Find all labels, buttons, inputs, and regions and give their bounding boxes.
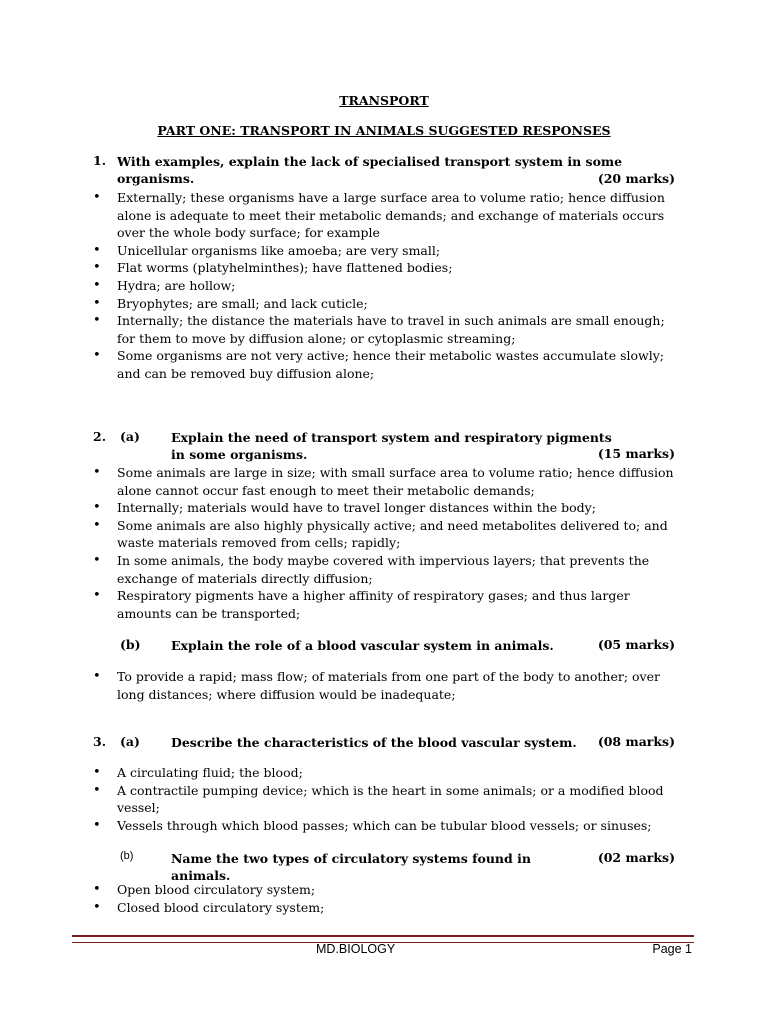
q3b-question: Name the two types of circulatory systems found in animals. [171,851,531,883]
list-item: • Hydra; are hollow; [93,277,678,295]
list-item: • Respiratory pigments have a higher affinity of respiratory gases; and thus larger amounts can be transported; [93,587,678,622]
list-item: • A contractile pumping device; which is the heart in some animals; or a modified blood vessel; [93,782,678,817]
q2b-label: (b) [120,637,141,652]
list-item: • Unicellular organisms like amoeba; are very small; [93,242,678,260]
q1-marks: (20 marks) [597,171,675,186]
q2a-answer-list [93,464,678,622]
q2a-marks: (15 marks) [597,446,675,461]
q3b-label: (b) [120,850,134,862]
q3a-answer-list [93,764,678,834]
q3-number: 3. [93,734,107,749]
q2a-question: Explain the need of transport system and respiratory pigments in some organisms. [171,430,612,462]
q2b-answer-list [93,668,678,703]
list-item: • To provide a rapid; mass flow; of materials from one part of the body to another; over long distances; where diffusion would be inadequate; [93,668,678,703]
list-item: • Some organisms are not very active; hence their metabolic wastes accumulate slowly; and can be removed buy diffusion alone; [93,347,678,382]
q2-number: 2. [93,429,107,444]
page-title: TRANSPORT [339,93,429,108]
q3a-question: Describe the characteristics of the blood vascular system. [171,735,577,750]
list-item: • Vessels through which blood passes; which can be tubular blood vessels; or sinuses; [93,817,678,835]
footer-label: MD.BIOLOGY [316,942,396,956]
list-item: • Open blood circulatory system; [93,881,678,899]
list-item: • Internally; materials would have to travel longer distances within the body; [93,499,678,517]
q3b-answer-list [93,881,678,916]
list-item: • Externally; these organisms have a large surface area to volume ratio; hence diffusion alone is adequate to meet their metabolic demands; and exchange of materials occurs over the whole body surface; for example [93,189,678,242]
q2b-question: Explain the role of a blood vascular system in animals. [171,638,554,653]
page-subtitle: PART ONE: TRANSPORT IN ANIMALS SUGGESTED RESPONSES [157,123,611,138]
list-item: • Internally; the distance the materials have to travel in such animals are small enough; for them to move by diffusion alone; or cytoplasmic streaming; [93,312,678,347]
list-item: • Some animals are also highly physically active; and need metabolites delivered to; and waste materials removed from cells; rapidly; [93,517,678,552]
q3b-marks: (02 marks) [597,850,675,865]
q2a-label: (a) [120,429,140,444]
list-item: • In some animals, the body maybe covered with impervious layers; that prevents the exchange of materials directly diffusion; [93,552,678,587]
q2b-marks: (05 marks) [597,637,675,652]
list-item: • A circulating fluid; the blood; [93,764,678,782]
list-item: • Flat worms (platyhelminthes); have flattened bodies; [93,259,678,277]
q3a-marks: (08 marks) [597,734,675,749]
q1-answer-list [93,189,678,383]
list-item: • Bryophytes; are small; and lack cuticle; [93,295,678,313]
page-number: Page 1 [652,942,692,956]
q3a-label: (a) [120,734,140,749]
list-item: • Some animals are large in size; with small surface area to volume ratio; hence diffusion alone cannot occur fast enough to meet their metabolic demands; [93,464,678,499]
q1-question: With examples, explain the lack of specialised transport system in some organisms. [117,154,623,186]
list-item: • Closed blood circulatory system; [93,899,678,917]
q1-number: 1. [93,153,107,168]
